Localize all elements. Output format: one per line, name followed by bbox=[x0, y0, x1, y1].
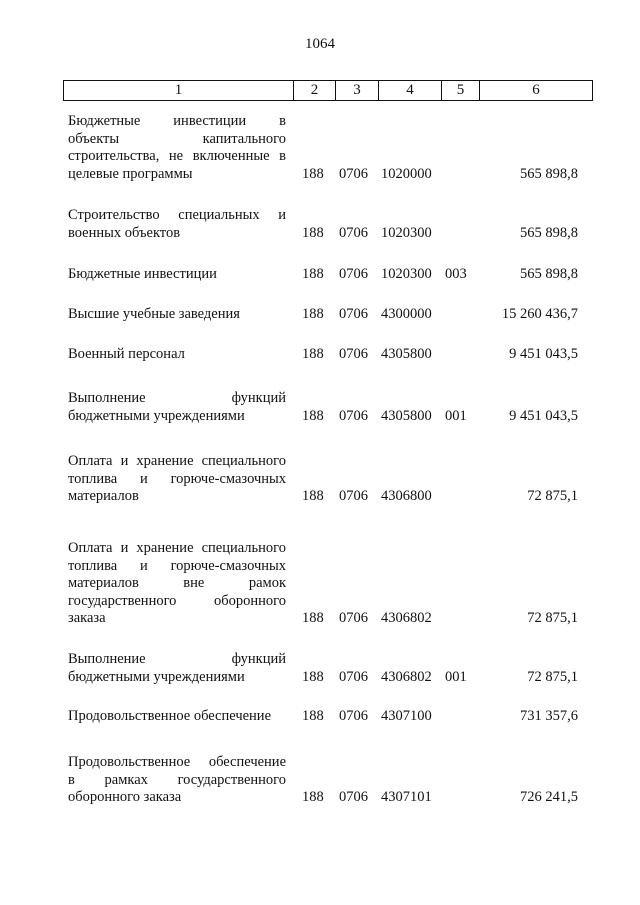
row-description-line: Оплата и хранение специального bbox=[68, 453, 286, 469]
cell-col-4: 1020000 bbox=[381, 165, 432, 182]
row-description-line: целевые программы bbox=[68, 165, 193, 182]
column-header-3: 3 bbox=[336, 81, 379, 101]
row-description-line: государственного оборонного bbox=[68, 592, 286, 609]
cell-col-2: 188 bbox=[302, 488, 324, 505]
cell-col-4: 4306802 bbox=[381, 668, 432, 685]
row-description-line: Строительство специальных и bbox=[68, 207, 286, 223]
cell-col-4: 1020300 bbox=[381, 224, 432, 241]
row-description bbox=[68, 113, 286, 183]
row-description bbox=[68, 540, 286, 628]
cell-col-3: 0706 bbox=[339, 610, 368, 627]
cell-col-4: 4307100 bbox=[381, 708, 432, 724]
row-description-line: материалов вне рамок bbox=[68, 575, 286, 592]
column-header-6: 6 bbox=[480, 81, 593, 101]
column-header-4: 4 bbox=[379, 81, 442, 101]
row-description-line: Военный персонал bbox=[68, 346, 185, 362]
cell-col-3: 0706 bbox=[339, 306, 368, 322]
row-description-line: объекты капитального bbox=[68, 130, 286, 147]
row-description bbox=[68, 266, 286, 284]
row-description-line: оборонного заказа bbox=[68, 789, 182, 806]
cell-col-6: 72 875,1 bbox=[527, 488, 578, 505]
cell-col-2: 188 bbox=[302, 346, 324, 362]
row-description-line: материалов bbox=[68, 488, 139, 505]
cell-col-4: 4306800 bbox=[381, 488, 432, 505]
cell-col-4: 4306802 bbox=[381, 610, 432, 627]
cell-col-3: 0706 bbox=[339, 346, 368, 362]
row-description-line: Продовольственное обеспечение bbox=[68, 708, 271, 724]
cell-col-4: 4305800 bbox=[381, 407, 432, 424]
row-description bbox=[68, 346, 286, 364]
row-description-line: военных объектов bbox=[68, 224, 181, 241]
cell-col-3: 0706 bbox=[339, 488, 368, 505]
row-description-line: бюджетными учреждениями bbox=[68, 407, 245, 424]
column-header-row bbox=[64, 81, 593, 101]
cell-col-3: 0706 bbox=[339, 789, 368, 806]
cell-col-5: 001 bbox=[445, 668, 467, 685]
row-description bbox=[68, 207, 286, 242]
row-description bbox=[68, 390, 286, 425]
cell-col-2: 188 bbox=[302, 266, 324, 282]
cell-col-4: 4307101 bbox=[381, 789, 432, 806]
row-description-line: Бюджетные инвестиции в bbox=[68, 113, 286, 129]
cell-col-3: 0706 bbox=[339, 708, 368, 724]
cell-col-4: 4300000 bbox=[381, 306, 432, 322]
row-description-line: топлива и горюче-смазочных bbox=[68, 470, 286, 487]
cell-col-5: 001 bbox=[445, 407, 467, 424]
cell-col-6: 731 357,6 bbox=[520, 708, 578, 724]
column-header-5: 5 bbox=[442, 81, 480, 101]
cell-col-6: 565 898,8 bbox=[520, 266, 578, 282]
row-description-line: Продовольственное обеспечение bbox=[68, 754, 286, 770]
row-description-line: заказа bbox=[68, 610, 106, 627]
row-description-line: Выполнение функций bbox=[68, 390, 286, 406]
cell-col-3: 0706 bbox=[339, 266, 368, 282]
cell-col-2: 188 bbox=[302, 789, 324, 806]
cell-col-2: 188 bbox=[302, 668, 324, 685]
column-header-2: 2 bbox=[294, 81, 336, 101]
cell-col-6: 9 451 043,5 bbox=[509, 346, 578, 362]
cell-col-6: 15 260 436,7 bbox=[501, 306, 578, 322]
cell-col-2: 188 bbox=[302, 306, 324, 322]
cell-col-3: 0706 bbox=[339, 668, 368, 685]
row-description-line: Бюджетные инвестиции bbox=[68, 266, 217, 282]
cell-col-3: 0706 bbox=[339, 407, 368, 424]
page-number: 1064 bbox=[305, 36, 335, 52]
cell-col-4: 1020300 bbox=[381, 266, 432, 282]
cell-col-3: 0706 bbox=[339, 165, 368, 182]
row-description bbox=[68, 708, 286, 726]
row-description bbox=[68, 453, 286, 506]
cell-col-5: 003 bbox=[445, 266, 467, 282]
row-description bbox=[68, 754, 286, 807]
cell-col-4: 4305800 bbox=[381, 346, 432, 362]
row-description-line: бюджетными учреждениями bbox=[68, 668, 245, 685]
cell-col-2: 188 bbox=[302, 165, 324, 182]
cell-col-6: 72 875,1 bbox=[527, 610, 578, 627]
column-header-table bbox=[63, 80, 593, 101]
column-header-1: 1 bbox=[64, 81, 294, 101]
cell-col-6: 9 451 043,5 bbox=[509, 407, 578, 424]
row-description-line: Оплата и хранение специального bbox=[68, 540, 286, 556]
row-description-line: в рамках государственного bbox=[68, 771, 286, 788]
row-description bbox=[68, 306, 286, 324]
cell-col-3: 0706 bbox=[339, 224, 368, 241]
cell-col-2: 188 bbox=[302, 224, 324, 241]
cell-col-2: 188 bbox=[302, 610, 324, 627]
row-description-line: строительства, не включенные в bbox=[68, 148, 286, 165]
row-description bbox=[68, 651, 286, 686]
cell-col-2: 188 bbox=[302, 708, 324, 724]
cell-col-2: 188 bbox=[302, 407, 324, 424]
row-description-line: Высшие учебные заведения bbox=[68, 306, 240, 322]
row-description-line: Выполнение функций bbox=[68, 651, 286, 667]
row-description-line: топлива и горюче-смазочных bbox=[68, 557, 286, 574]
cell-col-6: 72 875,1 bbox=[527, 668, 578, 685]
cell-col-6: 565 898,8 bbox=[520, 165, 578, 182]
cell-col-6: 565 898,8 bbox=[520, 224, 578, 241]
cell-col-6: 726 241,5 bbox=[520, 789, 578, 806]
